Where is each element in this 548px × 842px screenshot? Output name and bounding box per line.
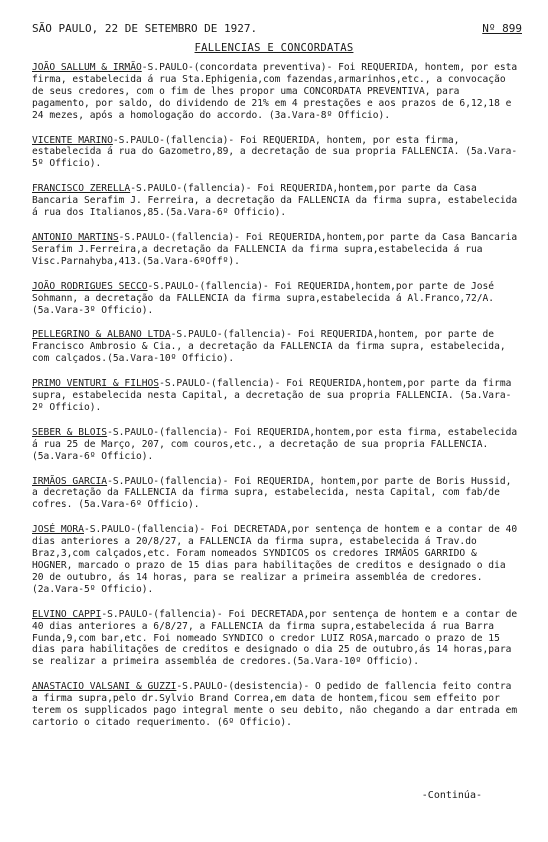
entry: [32, 135, 520, 171]
entry-text: -S.PAULO-(concordata preventiva)- Foi REQUERIDA, hontem, por esta firma, estabelecida á rua Sta.Ephigenia,com fazendas,armarinhos,etc., a convocação de seus credores, com o fim de lhes propor uma CONCORDATA PREVENTIVA, para pagamento, por saldo, do dividendo de 21% em 4 prestações e aos prazos de 6,12,18 e 24 mezes, após a homologação do accordo. (3a.Vara-8º Officio).: [32, 62, 518, 121]
entry-text: -S.PAULO-(fallencia)- Foi REQUERIDA, hontem,por parte de Boris Hussid, a decretação da FALLENCIA da firma supra, estabelecida, nesta Capital, com fab/de cofres. (5a.Vara-6º Officio).: [32, 475, 512, 511]
entry: [32, 609, 520, 669]
entry-text: -S.PAULO-(fallencia)- Foi REQUERIDA,hontem,por parte da Casa Bancaria Serafim J. Ferreira, a decretação da FALLENCIA da firma supra, estabelecida á rua dos Italianos,85.(5a.Vara-6º Officio).: [32, 183, 518, 219]
entry: [32, 681, 520, 729]
entry: [32, 524, 520, 595]
entry: [32, 476, 520, 512]
entry: [32, 378, 520, 414]
entry-name: SEBER & BLOIS: [32, 426, 108, 438]
entry-text: -S.PAULO-(fallencia)- Foi REQUERIDA,hontem,por parte de José Sohmann, a decretação da FALLENCIA da firma supra,estabelecida á Al.Franco,72/A. (5a.Vara-3º Officio).: [32, 280, 495, 316]
entry: [32, 281, 520, 317]
entry-name: ELVINO CAPPI: [32, 608, 102, 620]
entry-name: ANTONIO MARTINS: [32, 231, 119, 243]
entry-name: ANASTACIO VALSANI & GUZZI: [32, 681, 177, 693]
entry: [32, 62, 520, 122]
entry-text: -S.PAULO-(fallencia)- Foi DECRETADA,por sentença de hontem e a contar de 40 dias anteriores a 6/8/27, a FALLENCIA da firma supra,estabelecida á rua Barra Funda,9,com bar,etc. Foi nomeado SYNDICO o credor LUIZ ROSA,marcado o prazo de 15 dias para habilitações de creditos e designado o dia 25 de outubro,ás 14 horas,para se realizar a primeira assembléa de credores.(5a.Vara-10º Officio).: [32, 608, 518, 668]
document-header: [32, 22, 522, 38]
entry-name: IRMÃOS GARCIA: [32, 475, 108, 487]
entry-name: PELLEGRINO & ALBANO LTDA: [32, 329, 171, 341]
entries-list: [32, 62, 520, 742]
entry: [32, 232, 520, 268]
entry-text: -S.PAULO-(desistencia)- O pedido de fallencia feito contra a firma supra,pelo dr.Sylvio Brand Correa,em data de hontem,ficou sem effeito por terem os supplicados pago integral mente o seu debito, não chegando a dar entrada em cartorio o citado requerimento. (6º Officio).: [32, 681, 518, 728]
entry-text: -S.PAULO-(fallencia)- Foi REQUERIDA, hontem, por esta firma, estabelecida á rua do Gazometro,89, a decretação de sua propria FALLENCIA. (5a.Vara-5º Officio).: [32, 134, 518, 170]
section-title: FALLENCIAS E CONCORDATAS: [194, 42, 354, 54]
entry-name: PRIMO VENTURI & FILHOS: [32, 378, 160, 390]
entry: [32, 329, 520, 365]
entry: [32, 183, 520, 219]
bulletin-number: Nº 899: [482, 22, 522, 35]
entry-name: FRANCISCO ZERELLA: [32, 183, 131, 195]
continua-note: -Continúa-: [421, 790, 482, 801]
entry-text: -S.PAULO-(fallencia)- Foi REQUERIDA,hontem,por esta firma, estabelecida á rua 25 de Março, 207, com couros,etc., a decretação de sua propria FALLENCIA. (5a.Vara-6º Officio).: [32, 426, 518, 462]
entry: [32, 427, 520, 463]
entry-text: -S.PAULO-(fallencia)- Foi REQUERIDA,hontem, por parte de Francisco Ambrosio & Cia., a decretação da FALLENCIA da firma supra, estabelecida, com calçados.(5a.Vara-10º Officio).: [32, 329, 506, 365]
entry-name: JOSÉ MORA: [32, 524, 84, 536]
place-date: SÃO PAULO, 22 DE SETEMBRO DE 1927.: [32, 22, 258, 35]
entry-name: JOÃO SALLUM & IRMÃO: [32, 62, 142, 73]
entry-name: JOÃO RODRIGUES SECCO: [32, 280, 148, 292]
entry-text: -S.PAULO-(fallencia)- Foi REQUERIDA,hontem,por parte da firma supra, estabelecida nesta Capital, a decretação de sua propria FALLENCIA. (5a.Vara-2º Officio).: [32, 378, 512, 413]
entry-text: -S.PAULO-(fallencia)- Foi REQUERIDA,hontem,por parte da Casa Bancaria Serafim J.Ferreira,a decretação da FALLENCIA da firma supra,estabelecida á rua Visc.Parnahyba,413.(5a.Vara-6ºOffº).: [32, 231, 518, 267]
entry-text: -S.PAULO-(fallencia)- Foi DECRETADA,por sentença de hontem e a contar de 40 dias anteriores a 20/8/27, a FALLENCIA da firma supra, estabelecida á Trav.do Braz,3,com calçados,etc. Foram nomeados SYNDICOS os credores IRMÃOS GARRIDO & HOGNER, marcado o prazo de 15 dias para habilitações de creditos e designado o dia 20 de outubro, ás 14 horas, para se realizar a primeira assembléa de credores. (2a.Vara-5º Officio).: [32, 524, 518, 595]
entry-name: VICENTE MARINO: [32, 134, 113, 146]
